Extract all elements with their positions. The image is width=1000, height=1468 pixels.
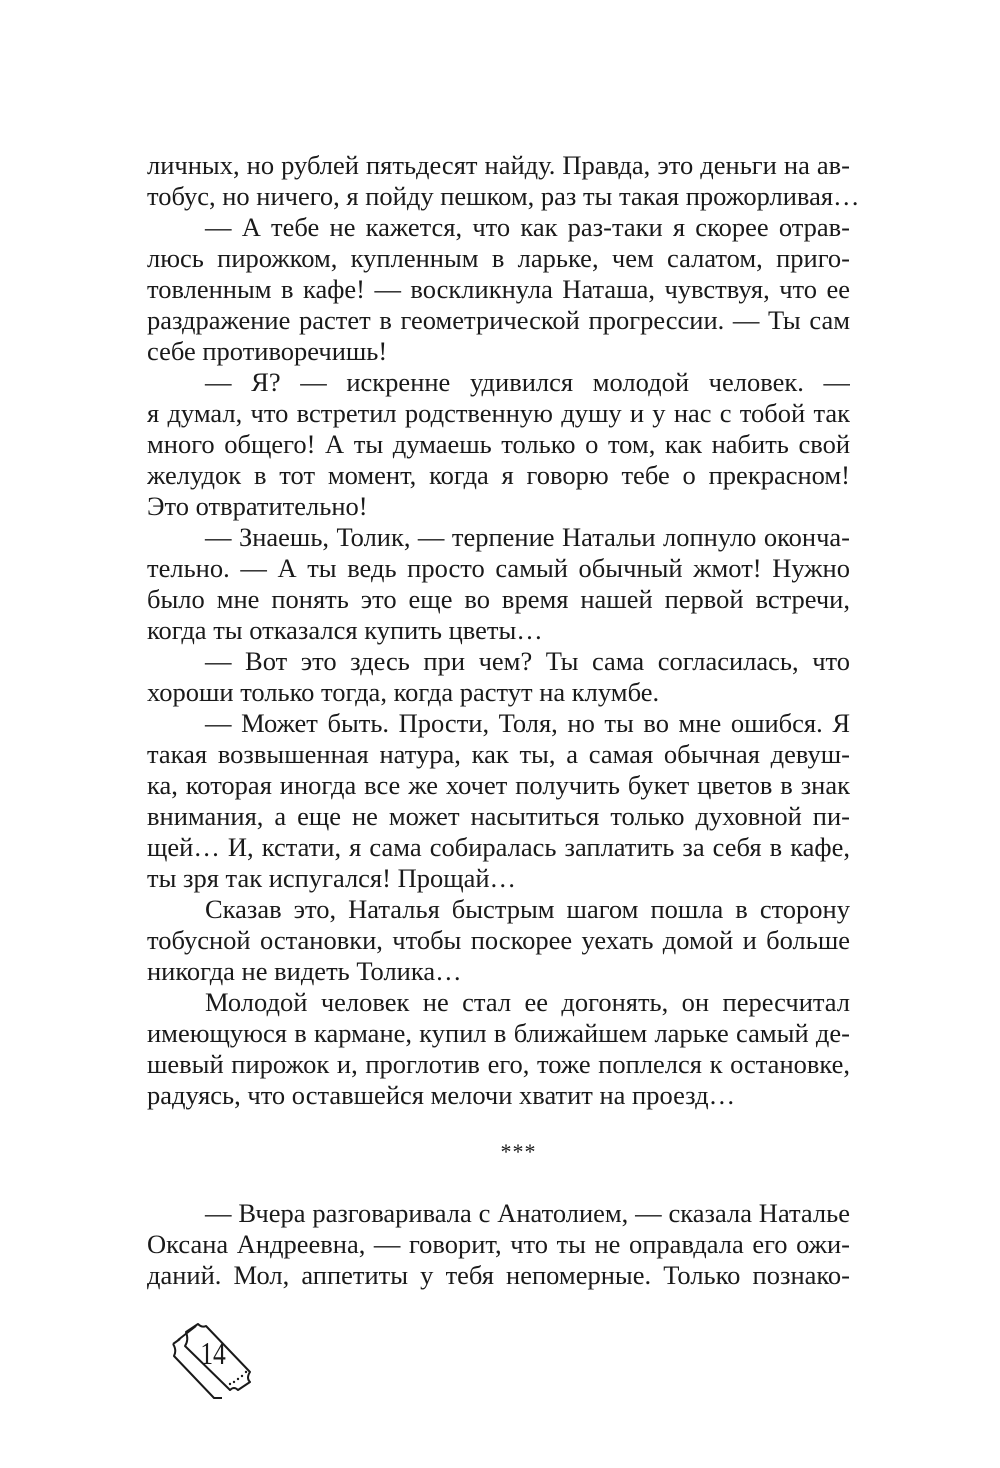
text-line: люсь пирожком, купленным в ларьке, чем салатом, приго-: [147, 243, 850, 273]
text-line: тельно. — А ты ведь просто самый обычный жмот! Нужно: [147, 553, 850, 583]
text-line: раздражение растет в геометрической прогрессии. — Ты сам: [147, 305, 850, 335]
paragraph: [147, 708, 850, 894]
section-separator: ***: [500, 1139, 537, 1164]
text-line: никогда не видеть Толика…: [147, 956, 462, 986]
text-line: — Знаешь, Толик, — терпение Натальи лопнуло оконча-: [205, 522, 850, 552]
text-line: личных, но рублей пятьдесят найду. Правда, это деньги на ав-: [147, 150, 850, 180]
text-line: Сказав это, Наталья быстрым шагом пошла в сторону: [205, 894, 850, 924]
text-line: щей… И, кстати, я сама собиралась заплатить за себя в кафе,: [147, 832, 850, 862]
text-line: шевый пирожок и, проглотив его, тоже поплелся к остановке,: [147, 1049, 850, 1079]
text-line: когда ты отказался купить цветы…: [147, 615, 543, 645]
text-line: — А тебе не кажется, что как раз-таки я скорее отрав-: [205, 212, 850, 242]
text-line: тобусной остановки, чтобы поскорее уехать домой и больше: [147, 925, 850, 955]
text-line: внимания, а еще не может насытиться только духовной пи-: [147, 801, 850, 831]
paragraph: [147, 212, 850, 367]
text-line: ты зря так испугался! Прощай…: [147, 863, 517, 893]
text-section-after: [147, 1198, 850, 1291]
text-line: Молодой человек не стал ее догонять, он пересчитал: [205, 987, 850, 1017]
text-line: желудок в тот момент, когда я говорю тебе о прекрасном!: [147, 460, 850, 490]
page-body: [147, 150, 860, 1291]
paragraph: [147, 1198, 850, 1291]
text-line: Это отвратительно!: [147, 491, 368, 521]
text-line: имеющуюся в кармане, купил в ближайшем ларьке самый де-: [147, 1018, 850, 1048]
text-line: радуясь, что оставшейся мелочи хватит на проезд…: [147, 1080, 736, 1110]
paragraph: [147, 367, 850, 522]
text-line: было мне понять это еще во время нашей первой встречи,: [147, 584, 850, 614]
text-line: тобус, но ничего, я пойду пешком, раз ты такая прожорливая…: [147, 181, 860, 211]
paragraph: [147, 894, 850, 987]
text-line: много общего! А ты думаешь только о том, как набить свой: [147, 429, 850, 459]
text-line: себе противоречишь!: [147, 336, 388, 366]
paragraph: [147, 987, 850, 1111]
text-line: — Вчера разговаривала с Анатолием, — сказала Наталье: [205, 1198, 850, 1228]
text-line: — Может быть. Прости, Толя, но ты во мне ошибся. Я: [205, 708, 850, 738]
text-line: товленным в кафе! — воскликнула Наташа, чувствуя, что ее: [147, 274, 850, 304]
text-line: — Я? — искренне удивился молодой человек. —: [205, 367, 850, 397]
text-line: такая возвышенная натура, как ты, а самая обычная девуш-: [147, 739, 850, 769]
text-section-before: [147, 150, 860, 1111]
paragraph: [147, 522, 850, 646]
text-line: — Вот это здесь при чем? Ты сама согласилась, что: [205, 646, 850, 676]
text-line: хороши только тогда, когда растут на клумбе.: [147, 677, 660, 707]
text-line: я думал, что встретил родственную душу и у нас с тобой так: [147, 398, 850, 428]
paragraph: [147, 150, 860, 212]
text-line: даний. Мол, аппетиты у тебя непомерные. Только познако-: [147, 1260, 850, 1290]
page-number: 14: [200, 1335, 226, 1371]
text-line: Оксана Андреевна, — говорит, что ты не оправдала его ожи-: [147, 1229, 850, 1259]
text-line: ка, которая иногда все же хочет получить букет цветов в знак: [147, 770, 850, 800]
paragraph: [147, 646, 850, 708]
